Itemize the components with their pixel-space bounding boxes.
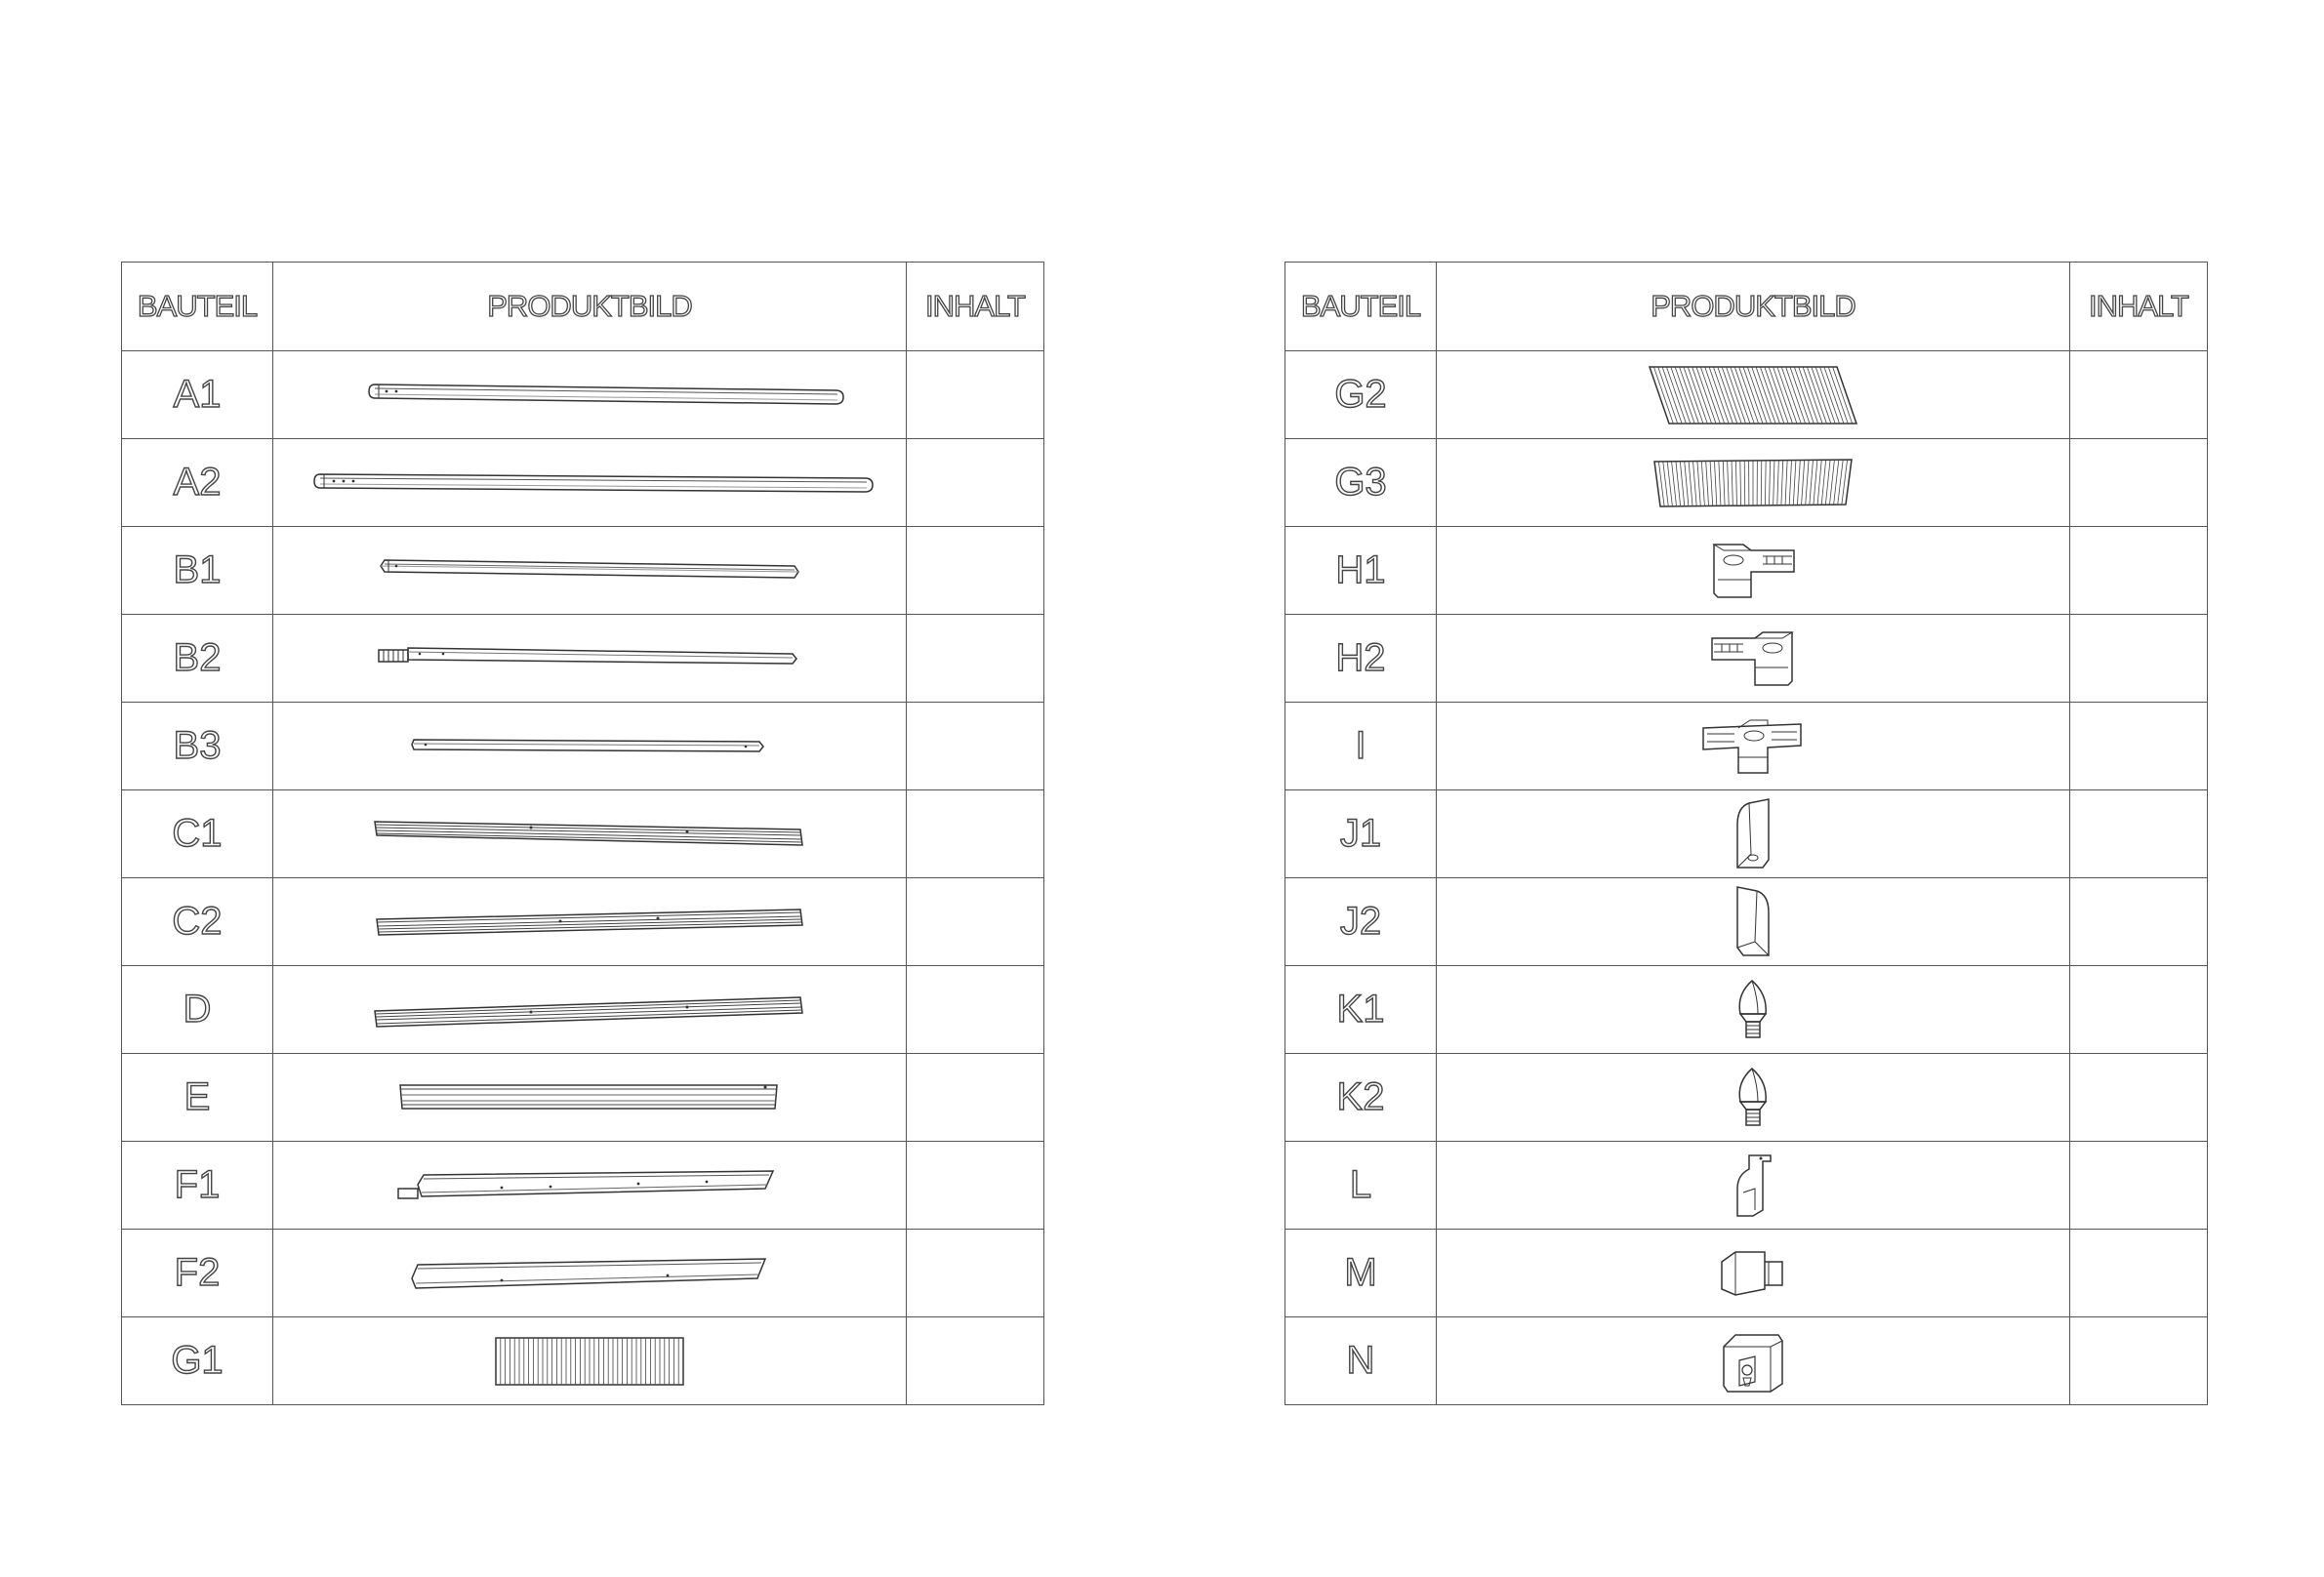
corrugated-panel-icon xyxy=(1646,363,1860,427)
gutter-profile-icon xyxy=(394,1161,785,1210)
part-id: A1 xyxy=(173,373,222,416)
part-id: K2 xyxy=(1336,1075,1385,1118)
part-qty-cell xyxy=(907,615,1044,703)
table-row xyxy=(1285,615,2208,703)
part-qty-cell xyxy=(2070,790,2208,878)
header-bauteil xyxy=(122,263,273,351)
part-qty-cell xyxy=(2070,351,2208,439)
part-id-cell xyxy=(1285,527,1437,615)
parts-table-right xyxy=(1284,262,2208,1405)
part-id-cell xyxy=(122,878,273,966)
part-image-cell xyxy=(1437,966,2070,1054)
part-id-cell xyxy=(122,1142,273,1230)
part-id: B2 xyxy=(173,636,222,679)
part-qty-cell xyxy=(907,966,1044,1054)
part-id-cell xyxy=(122,1230,273,1317)
part-id-cell xyxy=(1285,615,1437,703)
part-image-cell xyxy=(1437,439,2070,527)
header-produktbild xyxy=(273,263,907,351)
part-id-cell xyxy=(122,1054,273,1142)
corrugated-panel-icon xyxy=(1651,456,1855,510)
table-row xyxy=(1285,439,2208,527)
part-image-cell xyxy=(1437,1054,2070,1142)
table-row xyxy=(1285,1230,2208,1317)
sleeve-connector-icon xyxy=(1714,1244,1792,1303)
part-qty-cell xyxy=(907,439,1044,527)
part-id: L xyxy=(1349,1163,1372,1206)
table-row xyxy=(122,351,1044,439)
part-id-cell xyxy=(1285,790,1437,878)
header-produktbild-label: PRODUKTBILD xyxy=(487,289,692,323)
part-id-cell xyxy=(1285,1142,1437,1230)
part-id-cell xyxy=(1285,966,1437,1054)
part-qty-cell xyxy=(907,351,1044,439)
table-row xyxy=(1285,878,2208,966)
threaded-cap-icon xyxy=(1729,1063,1777,1133)
part-id-cell xyxy=(1285,878,1437,966)
part-id: B3 xyxy=(173,724,222,767)
part-id-cell xyxy=(122,527,273,615)
part-id: K1 xyxy=(1336,988,1385,1031)
part-id: C1 xyxy=(172,812,223,855)
table-row xyxy=(122,1054,1044,1142)
part-id: D xyxy=(183,988,212,1031)
part-id: H1 xyxy=(1335,548,1386,591)
part-id-cell xyxy=(122,966,273,1054)
table-row xyxy=(122,790,1044,878)
part-qty-cell xyxy=(2070,1317,2208,1405)
part-qty-cell xyxy=(907,1317,1044,1405)
part-image-cell xyxy=(273,1230,907,1317)
header-produktbild xyxy=(1437,263,2070,351)
tee-connector-icon xyxy=(1699,714,1807,779)
bracket-clip-icon xyxy=(1724,1150,1782,1222)
table-row xyxy=(1285,966,2208,1054)
part-qty-cell xyxy=(2070,527,2208,615)
part-id: F2 xyxy=(174,1251,221,1294)
part-image-cell xyxy=(273,527,907,615)
part-id: J1 xyxy=(1339,812,1382,855)
corrugated-panel-icon xyxy=(492,1334,687,1389)
elbow-connector-icon xyxy=(1704,625,1802,693)
table-row xyxy=(122,527,1044,615)
part-qty-cell xyxy=(907,1054,1044,1142)
part-id-cell xyxy=(1285,703,1437,790)
part-qty-cell xyxy=(2070,966,2208,1054)
part-image-cell xyxy=(1437,527,2070,615)
part-qty-cell xyxy=(907,1230,1044,1317)
part-qty-cell xyxy=(907,1142,1044,1230)
ribbed-profile-icon xyxy=(365,986,814,1034)
header-produktbild-label: PRODUKTBILD xyxy=(1651,289,1855,323)
part-id: M xyxy=(1344,1251,1377,1294)
part-id-cell xyxy=(1285,439,1437,527)
square-tube-icon xyxy=(365,546,814,595)
part-qty-cell xyxy=(907,703,1044,790)
clamp-block-icon xyxy=(1714,1327,1792,1395)
gutter-profile-icon xyxy=(404,1249,775,1298)
part-image-cell xyxy=(273,439,907,527)
part-id-cell xyxy=(122,790,273,878)
part-id: A2 xyxy=(173,461,222,504)
part-qty-cell xyxy=(2070,1054,2208,1142)
part-image-cell xyxy=(273,615,907,703)
part-image-cell xyxy=(273,703,907,790)
table-row xyxy=(122,703,1044,790)
part-id: G1 xyxy=(171,1339,224,1382)
part-qty-cell xyxy=(2070,878,2208,966)
header-inhalt-label: INHALT xyxy=(925,289,1025,323)
part-id: J2 xyxy=(1339,900,1382,943)
part-id: N xyxy=(1346,1339,1375,1382)
header-inhalt xyxy=(907,263,1044,351)
part-id: G2 xyxy=(1334,373,1387,416)
table-row xyxy=(1285,1317,2208,1405)
part-id-cell xyxy=(122,351,273,439)
table-row xyxy=(122,966,1044,1054)
part-image-cell xyxy=(1437,1317,2070,1405)
table-row xyxy=(1285,703,2208,790)
table-row xyxy=(122,1142,1044,1230)
table-row xyxy=(122,615,1044,703)
part-id-cell xyxy=(122,615,273,703)
part-id: F1 xyxy=(174,1163,221,1206)
part-image-cell xyxy=(273,1054,907,1142)
ribbed-profile-icon xyxy=(365,810,814,859)
header-bauteil-label: BAUTEIL xyxy=(137,289,258,323)
part-image-cell xyxy=(1437,878,2070,966)
table-row xyxy=(1285,527,2208,615)
table-header-row xyxy=(1285,263,2208,351)
part-image-cell xyxy=(1437,1230,2070,1317)
part-qty-cell xyxy=(907,790,1044,878)
part-id: G3 xyxy=(1334,461,1387,504)
part-image-cell xyxy=(1437,615,2070,703)
part-qty-cell xyxy=(907,878,1044,966)
part-id-cell xyxy=(1285,1054,1437,1142)
part-id-cell xyxy=(122,703,273,790)
part-id-cell xyxy=(1285,1317,1437,1405)
part-image-cell xyxy=(1437,351,2070,439)
part-image-cell xyxy=(273,790,907,878)
part-id-cell xyxy=(122,1317,273,1405)
table-row xyxy=(122,1230,1044,1317)
parts-table-left xyxy=(121,262,1044,1405)
table-row xyxy=(122,439,1044,527)
table-row xyxy=(122,878,1044,966)
part-image-cell xyxy=(273,878,907,966)
table-row xyxy=(1285,351,2208,439)
header-bauteil-label: BAUTEIL xyxy=(1300,289,1421,323)
part-qty-cell xyxy=(2070,439,2208,527)
part-image-cell xyxy=(273,351,907,439)
part-qty-cell xyxy=(2070,1142,2208,1230)
part-qty-cell xyxy=(907,527,1044,615)
header-bauteil xyxy=(1285,263,1437,351)
ribbed-profile-icon xyxy=(365,898,814,947)
end-cap-icon xyxy=(1724,883,1782,961)
table-row xyxy=(122,1317,1044,1405)
part-id: C2 xyxy=(172,900,223,943)
part-image-cell xyxy=(273,966,907,1054)
threaded-tube-icon xyxy=(365,634,814,683)
elbow-connector-icon xyxy=(1704,537,1802,605)
table-row xyxy=(1285,790,2208,878)
part-image-cell xyxy=(1437,790,2070,878)
table-header-row xyxy=(122,263,1044,351)
part-id-cell xyxy=(122,439,273,527)
table-row xyxy=(1285,1054,2208,1142)
table-row xyxy=(1285,1142,2208,1230)
part-qty-cell xyxy=(2070,703,2208,790)
round-tube-icon xyxy=(297,459,882,507)
part-id-cell xyxy=(1285,1230,1437,1317)
square-tube-icon xyxy=(404,722,775,771)
part-image-cell xyxy=(1437,1142,2070,1230)
part-id-cell xyxy=(1285,351,1437,439)
part-id: I xyxy=(1355,724,1366,767)
part-id: E xyxy=(183,1075,211,1118)
part-image-cell xyxy=(1437,703,2070,790)
part-image-cell xyxy=(273,1317,907,1405)
threaded-cap-icon xyxy=(1729,975,1777,1045)
part-id: H2 xyxy=(1335,636,1386,679)
header-inhalt-label: INHALT xyxy=(2089,289,2188,323)
header-inhalt xyxy=(2070,263,2208,351)
part-id: B1 xyxy=(173,548,222,591)
part-qty-cell xyxy=(2070,615,2208,703)
end-cap-icon xyxy=(1724,795,1782,873)
flat-profile-icon xyxy=(394,1073,785,1122)
round-tube-icon xyxy=(316,371,863,420)
part-image-cell xyxy=(273,1142,907,1230)
part-qty-cell xyxy=(2070,1230,2208,1317)
